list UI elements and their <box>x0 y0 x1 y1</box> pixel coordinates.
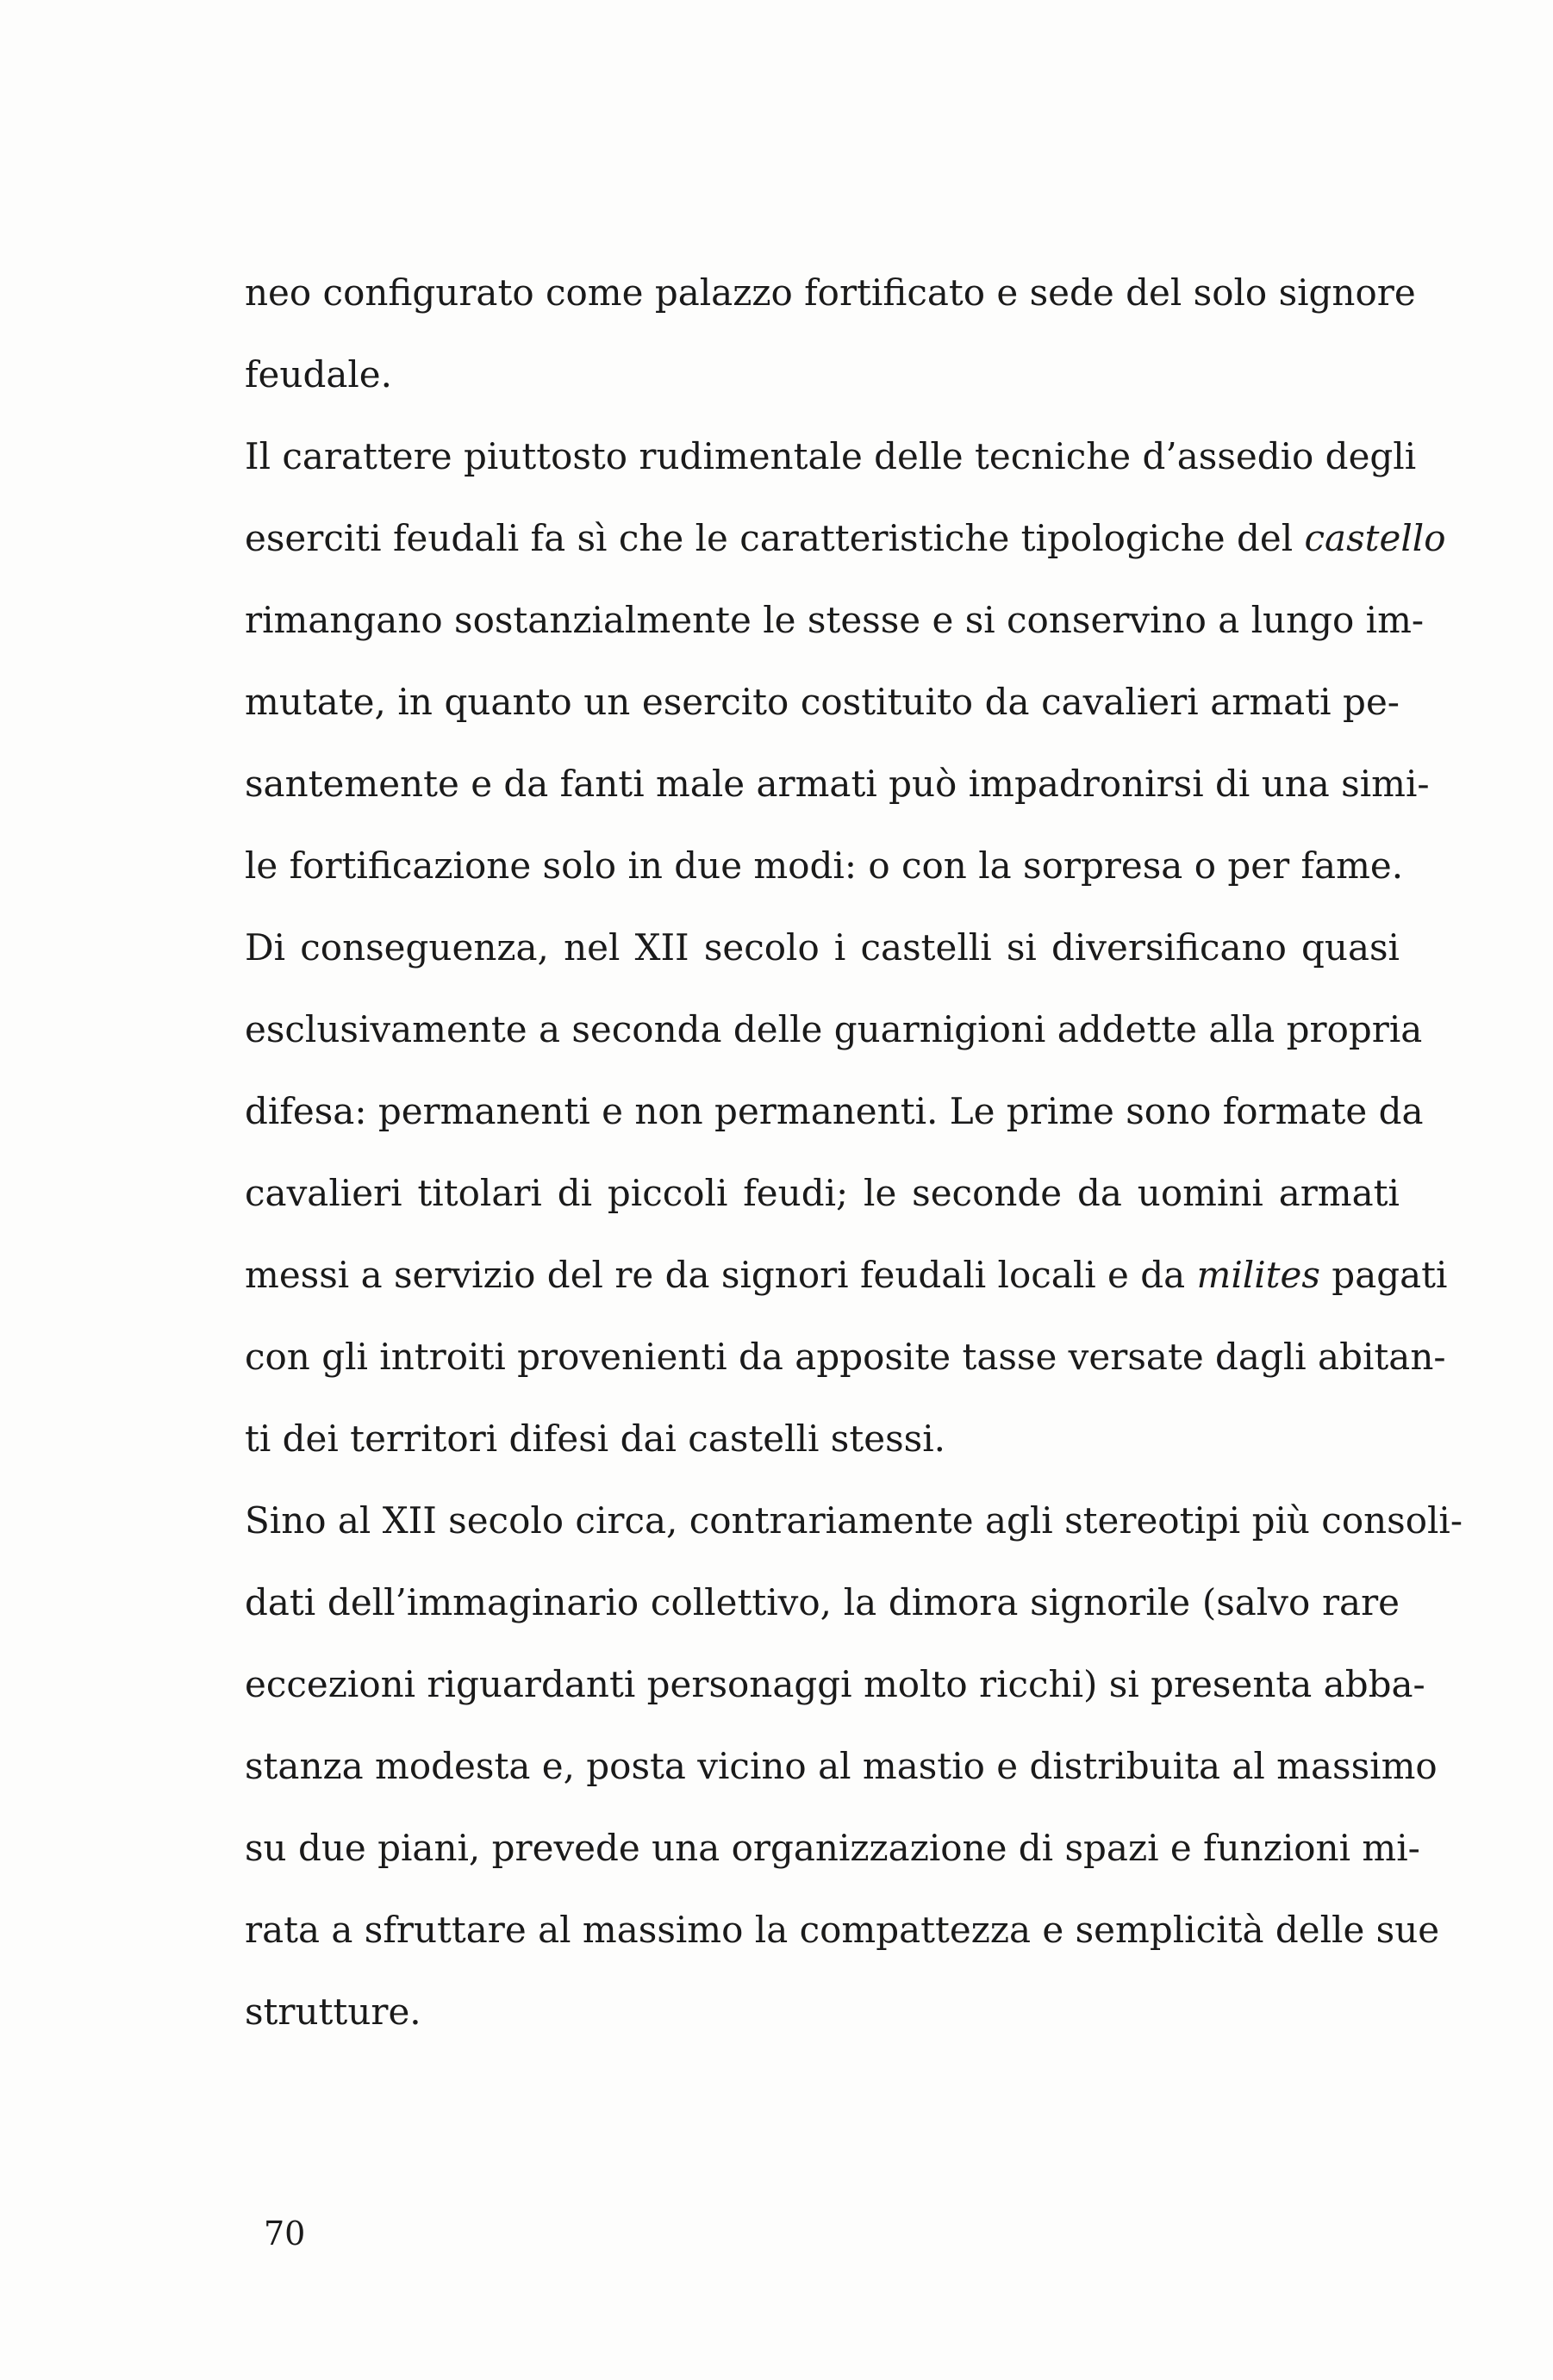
page-number: 70 <box>264 2215 306 2252</box>
text-run: cavalieri titolari di piccoli feudi; le seconde da uomini armati <box>245 1172 1400 1214</box>
text-run: Sino al XII secolo circa, contrariamente agli stereotipi più consoli- <box>245 1499 1463 1542</box>
text-line <box>245 579 1425 661</box>
italic-term: castello <box>1304 517 1446 559</box>
text-line <box>245 252 1416 333</box>
text-run: con gli introiti provenienti da apposite tasse versate dagli abitan- <box>245 1336 1446 1378</box>
text-line <box>245 1398 1400 1480</box>
text-line <box>245 743 1430 825</box>
text-line <box>245 1725 1438 1807</box>
text-run: rata a sfruttare al massimo la compattezza e semplicità delle sue <box>245 1909 1440 1951</box>
text-line <box>245 1889 1440 1971</box>
text-line <box>245 1643 1425 1725</box>
text-run: esclusivamente a seconda delle guarnigioni addette alla propria <box>245 1008 1423 1050</box>
paragraph <box>245 907 1448 1480</box>
text-run: Il carattere piuttosto rudimentale delle tecniche d’assedio degli <box>245 435 1417 477</box>
paragraph <box>245 1480 1463 2053</box>
paragraph <box>245 415 1446 907</box>
text-run: eccezioni riguardanti personaggi molto ricchi) si presenta abba- <box>245 1663 1425 1705</box>
text-run: difesa: permanenti e non permanenti. Le prime sono formate da <box>245 1090 1424 1132</box>
text-line <box>245 661 1400 743</box>
text-run: strutture. <box>245 1991 421 2033</box>
text-run: stanza modesta e, posta vicino al mastio e distribuita al massimo <box>245 1745 1438 1787</box>
text-run: santemente e da fanti male armati può impadronirsi di una simi- <box>245 763 1430 805</box>
text-run: neo configurato come palazzo fortificato e sede del solo signore <box>245 271 1416 314</box>
body-text <box>245 252 1463 2053</box>
text-line <box>245 1971 1400 2053</box>
text-run: pagati <box>1319 1254 1448 1296</box>
text-run: rimangano sostanzialmente le stesse e si conservino a lungo im- <box>245 599 1425 641</box>
paragraph <box>245 252 1416 415</box>
text-line <box>245 1807 1420 1889</box>
text-line <box>245 1070 1424 1152</box>
text-line <box>245 1316 1446 1398</box>
text-run: su due piani, prevede una organizzazione di spazi e funzioni mi- <box>245 1827 1420 1869</box>
text-run: le fortificazione solo in due modi: o con la sorpresa o per fame. <box>245 844 1404 887</box>
text-line <box>245 988 1423 1070</box>
text-line <box>245 497 1446 579</box>
text-line <box>245 1152 1400 1234</box>
text-run: mutate, in quanto un esercito costituito da cavalieri armati pe- <box>245 681 1400 723</box>
text-run: Di conseguenza, nel XII secolo i castelli si diversificano quasi <box>245 926 1400 969</box>
text-run: feudale. <box>245 353 393 396</box>
text-run: eserciti feudali fa sì che le caratteristiche tipologiche del <box>245 517 1305 559</box>
text-run: ti dei territori difesi dai castelli stessi. <box>245 1417 945 1460</box>
text-line <box>245 1234 1448 1316</box>
text-line <box>245 415 1417 497</box>
text-line <box>245 907 1400 988</box>
text-run: messi a servizio del re da signori feudali locali e da <box>245 1254 1197 1296</box>
text-line <box>245 1561 1400 1643</box>
italic-term: milites <box>1196 1254 1320 1296</box>
text-line <box>245 333 1400 415</box>
text-line <box>245 825 1404 907</box>
text-line <box>245 1480 1463 1561</box>
text-run: dati dell’immaginario collettivo, la dimora signorile (salvo rare <box>245 1581 1400 1623</box>
